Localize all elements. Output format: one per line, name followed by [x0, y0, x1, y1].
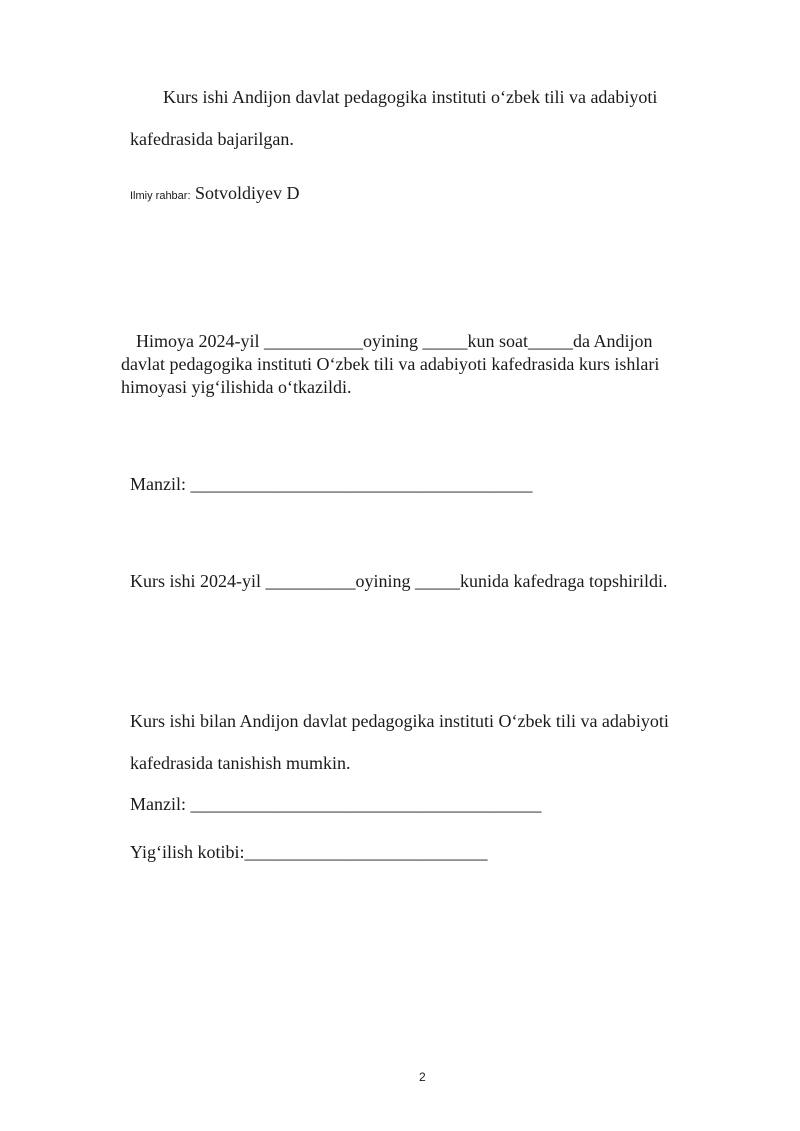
intro-line-2: kafedrasida bajarilgan. — [130, 129, 294, 149]
intro-line-1: Kurs ishi Andijon davlat pedagogika instituti o‘zbek tili va adabiyoti — [163, 87, 658, 107]
supervisor-name: Sotvoldiyev D — [195, 183, 300, 203]
supervisor-label: Ilmiy rahbar: — [130, 190, 191, 202]
submitted-line: Kurs ishi 2024-yil __________oyining _____kunida kafedraga topshirildi. — [130, 571, 668, 591]
defense-line-3: himoyasi yig‘ilishida o‘tkazildi. — [121, 377, 352, 397]
supervisor-row — [130, 182, 300, 207]
secretary-line: Yig‘ilish kotibi:___________________________ — [130, 842, 488, 862]
defense-line-2: davlat pedagogika instituti O‘zbek tili va adabiyoti kafedrasida kurs ishlari — [121, 354, 660, 374]
defense-line-1: Himoya 2024-yil ___________oyining _____kun soat_____da Andijon — [136, 331, 653, 351]
familiarize-line-1: Kurs ishi bilan Andijon davlat pedagogika instituti O‘zbek tili va adabiyoti — [130, 711, 669, 731]
page-number: 2 — [419, 1070, 426, 1084]
familiarize-line-2: kafedrasida tanishish mumkin. — [130, 753, 351, 773]
address-line-2: Manzil: _______________________________________ — [130, 794, 542, 814]
address-line-1: Manzil: ______________________________________ — [130, 474, 533, 494]
